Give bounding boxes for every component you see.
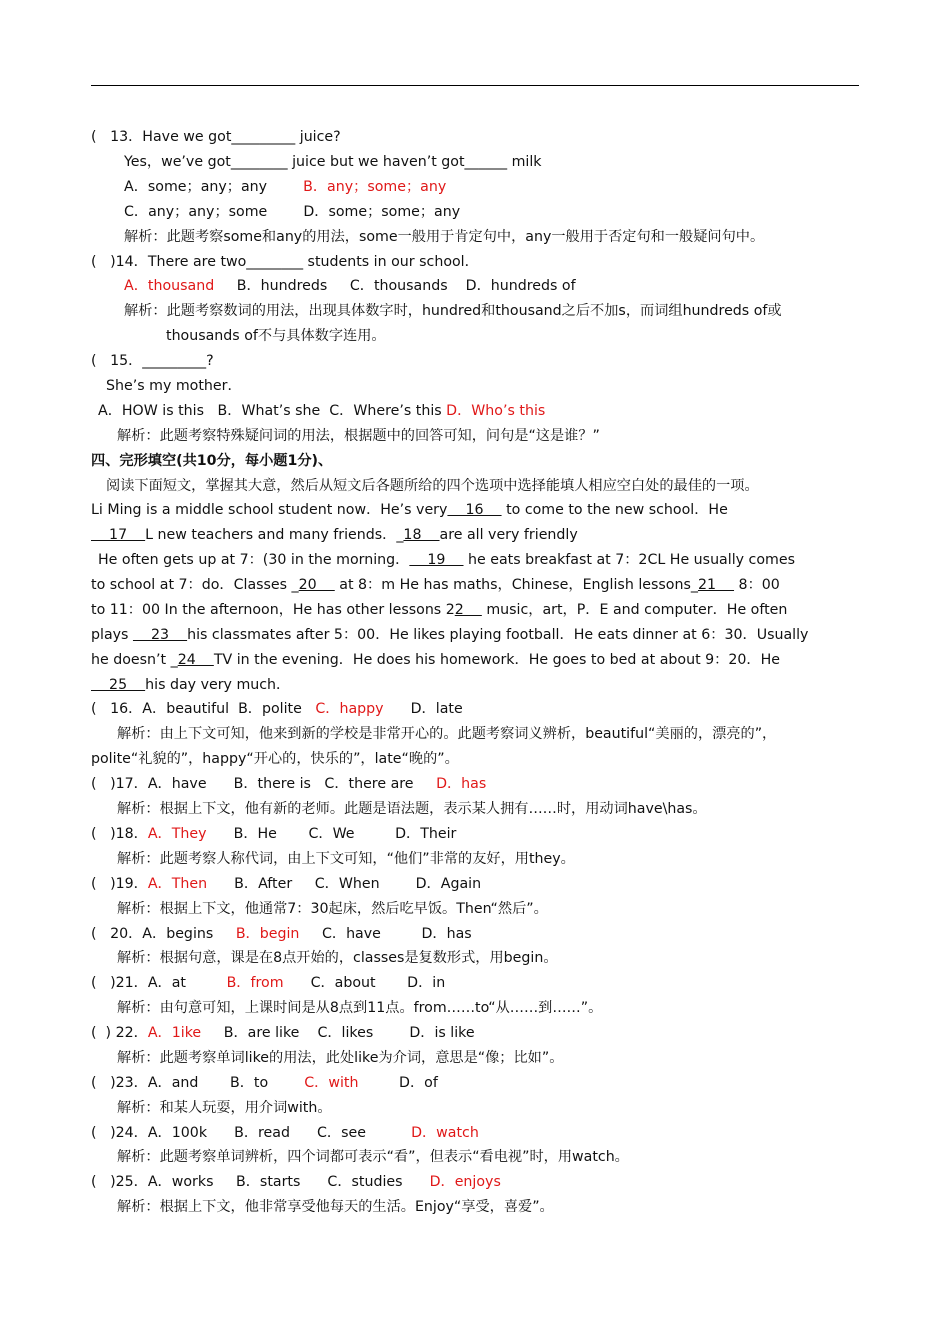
text-segment: B．hundreds C．thousands D．hundreds of (214, 278, 576, 294)
text-line (91, 575, 780, 595)
text-segment: B．He C．We D．Their (206, 826, 457, 842)
text-segment: Yes，we’ve got________ juice but we haven’t got______ milk (124, 154, 542, 170)
text-segment: Li Ming is a middle school student now．He’s very (91, 502, 448, 518)
text-line (91, 1172, 501, 1192)
text-segment: 解析：和某人玩耍，用介词with。 (117, 1100, 332, 1116)
text-line (91, 749, 459, 769)
text-line (91, 525, 578, 545)
text-segment: He often gets up at 7：(30 in the morning． (98, 552, 410, 568)
text-segment: 解析：由句意可知，上课时间是从8点到11点。from……to“从……到……”。 (117, 1000, 603, 1016)
text-line (124, 177, 446, 197)
text-segment: to 11：00 In the afternoon，He has other lessons 2 (91, 602, 455, 618)
text-line (91, 973, 445, 993)
text-line (166, 326, 386, 346)
text-segment: ( )14．There are two________ students in our school． (91, 254, 479, 270)
answer-text: A．They (147, 826, 207, 842)
text-line (91, 600, 787, 620)
blank-number: 20 (298, 577, 335, 593)
text-segment: ( )18． (91, 826, 148, 842)
text-segment: he eats breakfast at 7：2CL He usually comes (463, 552, 795, 568)
text-line (91, 924, 472, 944)
text-segment: ( 15．_________? (91, 353, 214, 369)
text-line (91, 625, 808, 645)
text-segment: A．HOW is this B．What’s she C．Where’s this (98, 403, 447, 419)
text-line (117, 1147, 629, 1167)
text-segment: 解析：此题考察数词的用法，出现具体数字时，hundred和thousand之后不加s，而词组hundreds of或 (124, 303, 782, 319)
text-segment: music，art，P．E and computer．He often (481, 602, 788, 618)
text-segment: ( 13．Have we got_________ juice? (91, 129, 341, 145)
text-segment: ( )25．A．works B．starts C．studies (91, 1174, 430, 1190)
text-line (117, 849, 575, 869)
text-segment: ( ) 22． (91, 1025, 148, 1041)
answer-text: C．happy (315, 701, 384, 717)
answer-text: B．begin (235, 926, 300, 942)
text-line (124, 276, 576, 296)
text-segment: 解析：此题考察some和any的用法，some一般用于肯定句中，any一般用于否定句和一般疑问句中。 (124, 229, 765, 245)
blank-number: 21 (697, 577, 735, 593)
text-line (117, 1197, 554, 1217)
text-segment: A．some；any；any (124, 179, 304, 195)
text-line (117, 426, 600, 446)
text-segment: ( )21．A．at (91, 975, 227, 991)
text-segment: 解析：此题考察单词辨析，四个词都可表示“看”，但表示“看电视”时，用watch。 (117, 1149, 629, 1165)
text-line (91, 127, 341, 147)
text-segment: 解析：根据上下文，他通常7：30起床，然后吃早饭。Then“然后”。 (117, 901, 548, 917)
text-line (91, 451, 332, 471)
text-line (98, 550, 795, 570)
answer-text: A．1ike (147, 1025, 202, 1041)
text-segment: his day very much． (145, 677, 291, 693)
text-segment: ( 20．A．begins (91, 926, 236, 942)
blank-number: 16 (447, 502, 502, 518)
text-line (91, 500, 728, 520)
answer-text: D．Who’s this (446, 403, 546, 419)
text-segment: polite“礼貌的”，happy“开心的，快乐的”，late“晚的”。 (91, 751, 459, 767)
text-line (117, 998, 602, 1018)
answer-text: A．thousand (124, 278, 215, 294)
text-line (124, 227, 764, 247)
blank-number: 23 (132, 627, 188, 643)
text-segment: 解析：根据上下文，他非常享受他每天的生活。Enjoy“享受，喜爱”。 (117, 1199, 554, 1215)
text-segment: ( )19． (91, 876, 148, 892)
text-segment: ( )23．A．and B．to (91, 1075, 305, 1091)
text-segment: ( )17．A．have B．there is C．there are (91, 776, 437, 792)
text-line (106, 476, 759, 496)
text-segment: C．any；any；some D．some；some；any (124, 204, 461, 220)
text-segment: 解析：此题考察人称代词，由上下文可知，“他们”非常的友好，用they。 (117, 851, 575, 867)
text-segment: his classmates after 5：00．He likes playing football．He eats dinner at 6：30．Usually (187, 627, 809, 643)
blank-number: 18 (403, 527, 440, 543)
text-segment: 解析：此题考察特殊疑问词的用法，根据题中的回答可知，问句是“这是谁？” (117, 428, 600, 444)
answer-text: B．any；some；any (303, 179, 447, 195)
answer-text: D．has (436, 776, 487, 792)
blank-number: 25 (91, 677, 146, 693)
text-line (117, 948, 558, 968)
text-segment: B．After C．When D．Again (207, 876, 482, 892)
text-segment: at 8：m He has maths，Chinese，English lessons_ (334, 577, 698, 593)
text-segment: D．late (383, 701, 463, 717)
blank-number: 19 (409, 552, 464, 568)
text-segment: thousands of不与具体数字连用。 (166, 328, 386, 344)
text-line (124, 152, 542, 172)
answer-text: D．enjoys (429, 1174, 501, 1190)
answer-text: C．with (304, 1075, 359, 1091)
text-segment: ( )24．A．100k B．read C．see (91, 1125, 412, 1141)
answer-text: D．watch (411, 1125, 479, 1141)
text-segment: to come to the new school．He (501, 502, 728, 518)
text-segment: to school at 7：do．Classes _ (91, 577, 299, 593)
text-line (117, 1048, 563, 1068)
text-segment: She’s my mother． (106, 378, 242, 394)
text-line (106, 376, 242, 396)
text-line (117, 724, 776, 744)
text-line (91, 351, 214, 371)
text-line (91, 874, 481, 894)
text-segment: 解析：根据句意，课是在8点开始的，classes是复数形式，用begin。 (117, 950, 558, 966)
text-segment: ( 16．A．beautiful B．polite (91, 701, 316, 717)
blank-number: 24 (177, 652, 214, 668)
blank-number: 17 (91, 527, 146, 543)
answer-text: A．Then (147, 876, 208, 892)
text-line (91, 675, 290, 695)
text-line (117, 799, 707, 819)
text-segment: 解析：此题考察单词like的用法，此处like为介词，意思是“像；比如”。 (117, 1050, 564, 1066)
header-rule (91, 85, 859, 86)
text-line (91, 824, 456, 844)
text-segment: TV in the evening．He does his homework．He goes to bed at about 9：20．He (213, 652, 780, 668)
text-segment: C．have D．has (299, 926, 472, 942)
text-segment: C．about D．in (283, 975, 446, 991)
answer-text: B．from (226, 975, 284, 991)
text-line (117, 899, 548, 919)
text-segment: 解析：由上下文可知，他来到新的学校是非常开心的。此题考察词义辨析，beautiful“美丽的，漂亮的”， (117, 726, 777, 742)
text-segment: plays (91, 627, 133, 643)
text-line (91, 1123, 479, 1143)
text-line (91, 252, 479, 272)
text-line (98, 401, 545, 421)
text-segment: D．of (358, 1075, 438, 1091)
text-segment: he doesn’t _ (91, 652, 178, 668)
text-segment: B．are like C．likes D．is like (201, 1025, 475, 1041)
text-segment: 阅读下面短文，掌握其大意，然后从短文后各题所给的四个选项中选择能填人相应空白处的最佳的一项。 (106, 478, 759, 494)
text-line (124, 202, 460, 222)
text-line (91, 650, 780, 670)
text-segment: 8：00 (734, 577, 780, 593)
text-line (91, 1073, 438, 1093)
text-line (91, 1023, 475, 1043)
text-segment: L new teachers and many friends．_ (145, 527, 404, 543)
text-segment: 解析：根据上下文，他有新的老师。此题是语法题，表示某人拥有……时，用动词have\has。 (117, 801, 707, 817)
text-line (117, 1098, 332, 1118)
text-segment: 四、完形填空(共10分，每小题1分)、 (91, 453, 333, 469)
blank-number: 2 (454, 602, 482, 618)
text-line (91, 774, 486, 794)
text-segment: are all very friendly (439, 527, 578, 543)
text-line (91, 699, 463, 719)
text-line (124, 301, 782, 321)
